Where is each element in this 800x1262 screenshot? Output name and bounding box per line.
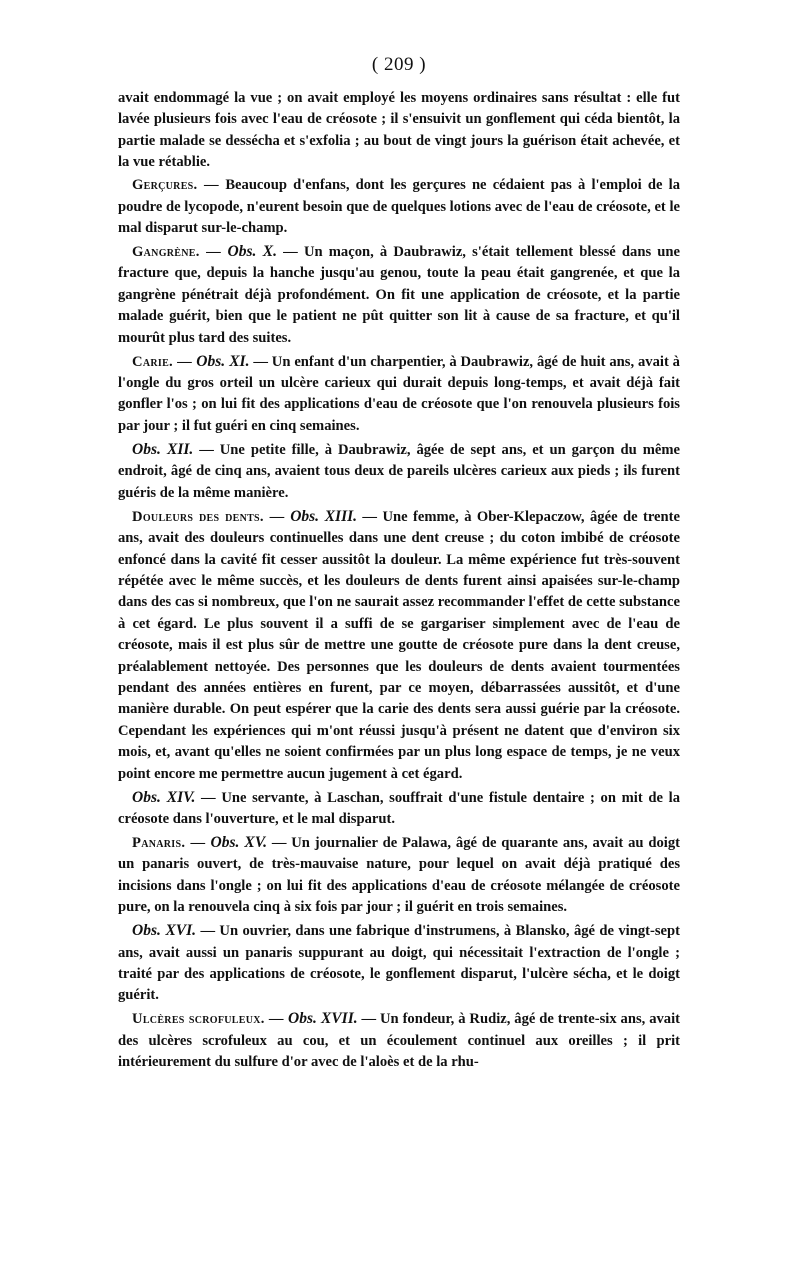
observation-label-xi: Obs. XI. — [196, 352, 250, 370]
observation-label-xvi: Obs. XVI. — [132, 922, 197, 940]
observation-label-x: Obs. X. — [227, 243, 278, 261]
paragraph-gercures-text: Beaucoup d'enfans, dont les gerçures ne cédaient pas à l'emploi de la poudre de lycopode, n'eurent besoin que de quelques lotions avec de l'eau de créosote, et le mal disparut sur-le-champ. — [118, 177, 680, 237]
paragraph-1-text: avait endommagé la vue ; on avait employé les moyens ordinaires sans résultat : elle fut lavée plusieurs fois avec l'eau de créosote ; il s'ensuivit un gonflement qui céda bientôt, la partie malade se dessécha et s'exfolia ; au bout de vingt jours la guérison était achevée, et la vue rétablie. — [118, 90, 680, 171]
paragraph-panaris-text: — Un journalier de Palawa, âgé de quarante ans, avait au doigt un panaris ouvert, de très-mauvaise nature, pour lequel on avait déjà pratiqué des incisions dans l'ongle ; on lui fit des applications d'eau de créosote mélangée de créosote pure, on la renouvela cinq à six fois par jour ; il guérit en trois semaines. — [118, 834, 681, 916]
section-heading-carie: Carie. — — [132, 353, 197, 370]
paragraph-obs-xvi — [118, 920, 680, 1007]
section-heading-gercures: Gerçures. — — [132, 177, 226, 194]
paragraph-gercures — [118, 175, 680, 239]
paragraph-carie-text: — Un enfant d'un charpentier, à Daubrawiz, âgé de huit ans, avait à l'ongle du gros orteil un ulcère carieux qui durait depuis long-temps, et avait déjà fait gonfler l'os ; on lui fit des applications d'eau de créosote que l'on renouvela plusieurs fois par jour ; il fut guéri en cinq semaines. — [118, 353, 680, 434]
section-heading-douleurs-dents: Douleurs des dents. — — [132, 508, 291, 525]
section-heading-ulceres-scrofuleux: Ulcères scrofuleux. — — [132, 1011, 288, 1028]
paragraph-carie — [118, 351, 680, 438]
paragraph-douleurs-dents — [118, 506, 680, 785]
observation-label-xiv: Obs. XIV. — [132, 788, 196, 806]
paragraph-gangrene-text: — Un maçon, à Daubrawiz, s'était tellement blessé dans une fracture que, depuis la hanche jusqu'au genou, toute la peau était gangrenée, et que la gangrène pénétrait déjà profondément. On fit une application de créosote, et la partie malade guérit, bien que le patient ne pût quitter son lit à cause de sa fracture, et qu'il mourût plus tard des suites. — [118, 244, 681, 346]
paragraph-obs-xiv — [118, 787, 680, 831]
paragraph-1 — [118, 88, 680, 174]
book-page — [118, 52, 680, 1075]
paragraph-panaris — [118, 832, 680, 919]
paragraph-ulceres-scrofuleux — [118, 1008, 680, 1073]
page-number: ( 209 ) — [371, 54, 427, 75]
observation-label-xiii: Obs. XIII. — [290, 507, 358, 525]
observation-label-xvii: Obs. XVII. — [288, 1010, 358, 1028]
paragraph-ulceres-scrofuleux-text: — Un fondeur, à Rudiz, âgé de trente-six ans, avait des ulcères scrofuleux au cou, et un écoulement continuel aux oreilles ; il prit intérieurement du sulfure d'or avec de l'aloès et de la rhu- — [118, 1011, 681, 1071]
paragraph-obs-xvi-text: — Un ouvrier, dans une fabrique d'instrumens, à Blansko, âgé de vingt-sept ans, avait aussi un panaris suppurant au doigt, qui nécessitait l'extraction de l'ongle ; traité par des applications de créosote, le gonflement disparut, l'ulcère sécha, et le doigt guérit. — [118, 923, 681, 1004]
paragraph-gangrene — [118, 241, 680, 349]
observation-label-xii: Obs. XII. — [132, 440, 194, 458]
section-heading-gangrene: Gangrène. — — [132, 244, 228, 261]
paragraph-obs-xiv-text: — Une servante, à Laschan, souffrait d'une fistule dentaire ; on mit de la créosote dans l'ouverture, et le mal disparut. — [118, 789, 681, 827]
paragraph-obs-xii-text: — Une petite fille, à Daubrawiz, âgée de sept ans, et un garçon du même endroit, âgé de cinq ans, avaient tous deux de pareils ulcères carieux aux pieds ; ils furent guéris de la même manière. — [118, 441, 680, 501]
paragraph-obs-xii — [118, 439, 680, 504]
paragraph-douleurs-dents-text: — Une femme, à Ober-Klepaczow, âgée de trente ans, avait des douleurs continuelles dans une dent creuse ; du coton imbibé de créosote enfoncé dans la cavité fit cesser aussitôt la douleur. La même expérience fut très-souvent répétée avec le même succès, et les douleurs de dents furent ainsi apaisées sur-le-champ dans des cas si nombreux, que l'on ne saurait assez recommander l'effet de cette substance à cet égard. Le plus souvent il a suffi de se gargariser simplement avec de l'eau de créosote, mais il est plus sûr de mettre une goutte de créosote pure dans la dent creuse, préalablement nettoyée. Des personnes que les douleurs de dents avaient tourmentées pendant des années entières en furent, par ce moyen, débarrassées aussitôt, et d'une manière durable. On peut espérer que la carie des dents sera aussi guérie par la créosote. Cependant les expériences qui m'ont réussi jusqu'à présent ne datent que d'environ six mois, et, avant qu'elles ne soient confirmées par un plus long espace de temps, je ne veux point encore me permettre aucun jugement à cet égard. — [118, 508, 680, 782]
section-heading-panaris: Panaris. — — [132, 834, 211, 851]
observation-label-xv: Obs. XV. — [210, 833, 267, 851]
